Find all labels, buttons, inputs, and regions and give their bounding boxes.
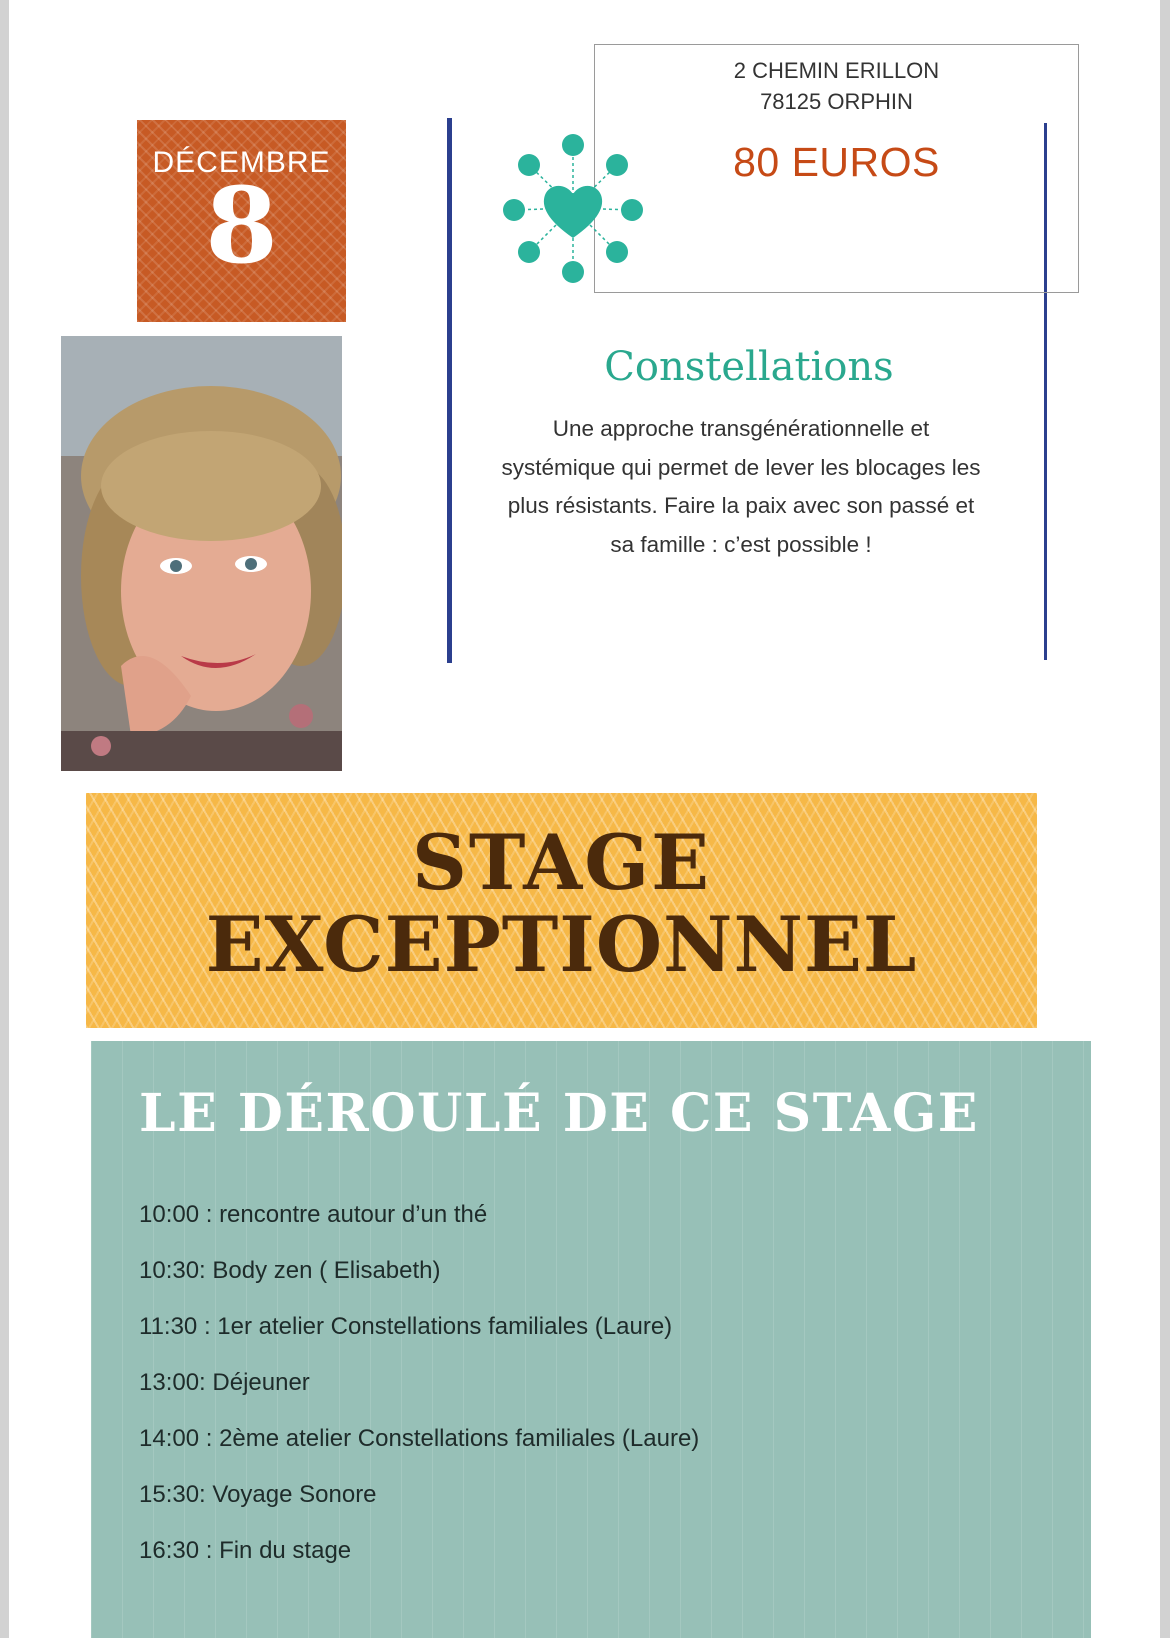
schedule-item: 10:30: Body zen ( Elisabeth) bbox=[139, 1257, 441, 1284]
program-title: LE DÉROULÉ DE CE STAGE bbox=[139, 1083, 979, 1144]
address-line-1: 2 CHEMIN ERILLON bbox=[733, 58, 940, 83]
schedule-list bbox=[139, 1187, 699, 1579]
schedule-item: 16:30 : Fin du stage bbox=[139, 1537, 352, 1564]
schedule-item: 13:00: Déjeuner bbox=[139, 1369, 310, 1396]
date-day: 8 bbox=[205, 164, 278, 287]
schedule-item: 11:30 : 1er atelier Constellations familiales (Laure) bbox=[139, 1313, 673, 1340]
address-box bbox=[594, 44, 1079, 293]
stage-banner bbox=[86, 793, 1037, 1028]
date-month: DÉCEMBRE bbox=[152, 146, 331, 179]
flyer-page bbox=[9, 0, 1160, 1638]
schedule-item: 14:00 : 2ème atelier Constellations familiales (Laure) bbox=[139, 1425, 700, 1452]
banner-line-2: EXCEPTIONNEL bbox=[205, 900, 918, 989]
vertical-rule-left bbox=[447, 118, 452, 663]
address-line-2: 78125 ORPHIN bbox=[760, 89, 913, 114]
date-badge bbox=[137, 120, 346, 322]
portrait-photo bbox=[61, 336, 342, 771]
banner-line-1: STAGE bbox=[411, 818, 712, 907]
program-block bbox=[91, 1041, 1091, 1638]
schedule-item: 10:00 : rencontre autour d’un thé bbox=[139, 1201, 488, 1228]
heart-network-icon bbox=[497, 128, 649, 288]
schedule-item: 15:30: Voyage Sonore bbox=[139, 1481, 377, 1508]
constellations-title: Constellations bbox=[604, 344, 894, 390]
constellations-description: Une approche transgénérationnelle et systémique qui permet de lever les blocages les plus résistants. Faire la paix avec son passé et sa famille : c’est possible ! bbox=[501, 416, 981, 557]
price: 80 EUROS bbox=[733, 139, 940, 185]
